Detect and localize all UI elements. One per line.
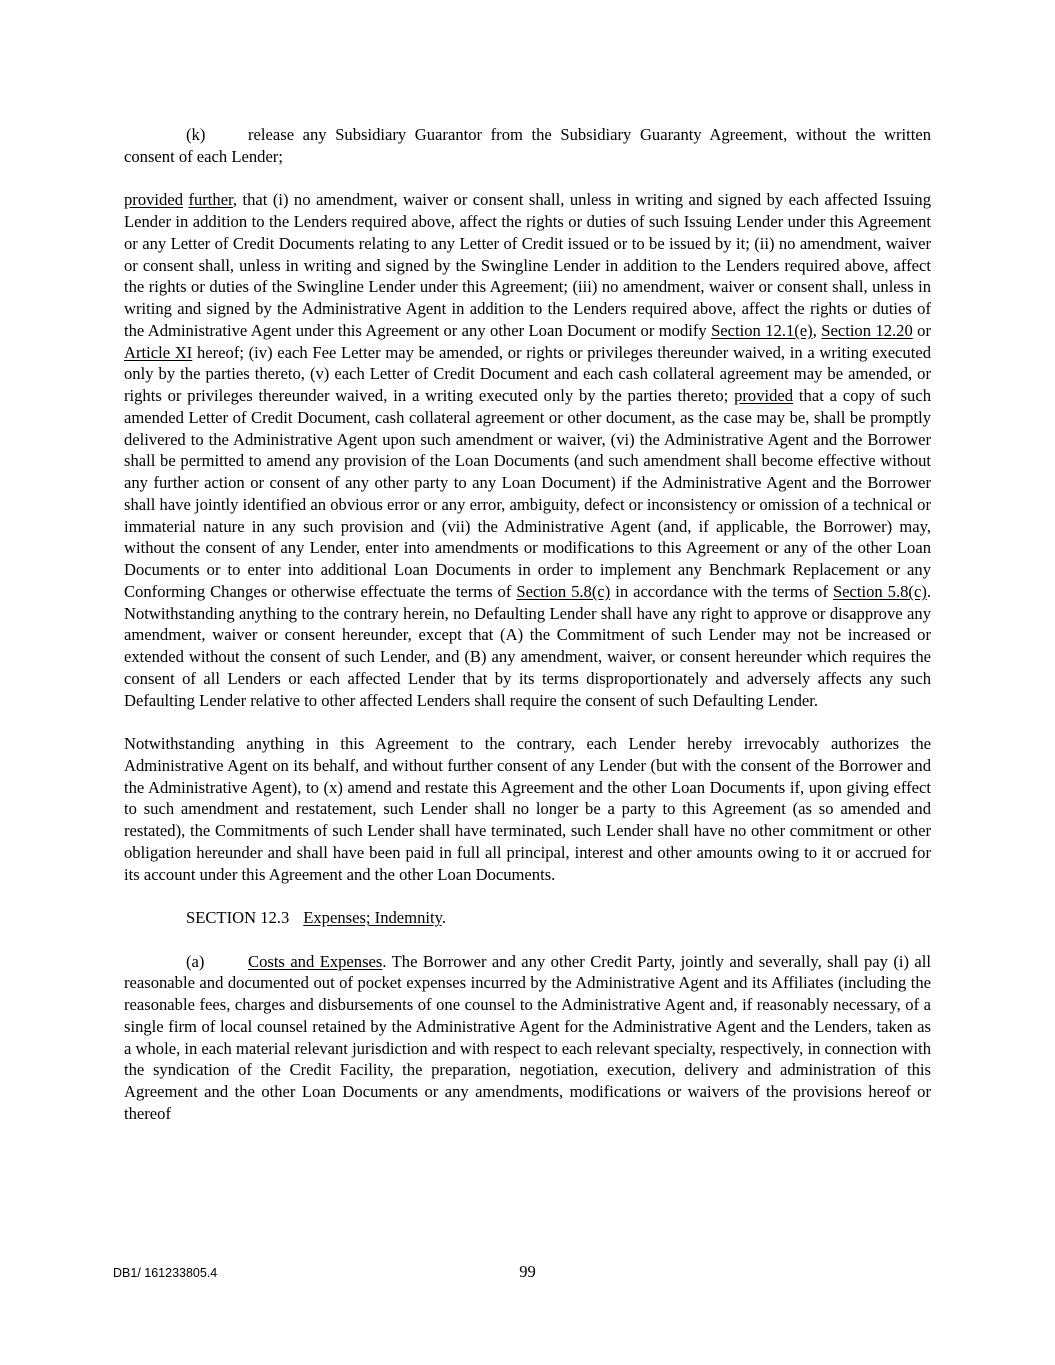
section-12-1e-ref: Section 12.1(e): [711, 320, 813, 340]
proviso-text-1: , that (i) no amendment, waiver or consent shall, unless in writing and signed by each affected Issuing Lender in addition to the Lenders required above, affect the rights or duties of such Issuing Lender under this Agreement or any Letter of Credit Documents relating to any Letter of Credit issued or to be issued by it; (ii) no amendment, waiver or consent shall, unless in writing and signed by the Swingline Lender in addition to the Lenders required above, affect the rights or duties of the Swingline Lender under this Agreement; (iii) no amendment, waiver or consent shall, unless in writing and signed by the Administrative Agent in addition to the Lenders required above, affect the rights or duties of the Administrative Agent under this Agreement or any other Loan Document or modify: [124, 190, 931, 340]
clause-a-label: (a): [186, 951, 205, 971]
section-number: SECTION 12.3: [186, 908, 290, 927]
section-12-20-ref: Section 12.20: [821, 320, 913, 340]
clause-a-paragraph: [124, 951, 931, 1125]
section-heading: [124, 907, 931, 929]
proviso-paragraph: [124, 189, 931, 711]
proviso-text-3: or: [912, 320, 931, 340]
provided-term: provided: [124, 190, 183, 210]
section-5-8c-ref-1: Section 5.8(c): [516, 581, 611, 601]
clause-a-text: . The Borrower and any other Credit Party, jointly and severally, shall pay (i) all reasonable and documented out of pocket expenses incurred by the Administrative Agent and its Affiliates (including the reasonable fees, charges and disbursements of one counsel to the Administrative Agent and, if reasonably necessary, of a single firm of local counsel retained by the Administrative Agent for the Administrative Agent and the Lenders, taken as a whole, in each material relevant jurisdiction and with respect to each relevant specialty, respectively, in connection with the syndication of the Credit Facility, the preparation, negotiation, execution, delivery and administration of this Agreement and the other Loan Documents or any amendments, modifications or waivers of the provisions hereof or thereof: [124, 951, 932, 1123]
clause-k-label: (k): [186, 125, 206, 144]
clause-a-heading: Costs and Expenses: [248, 951, 383, 971]
section-5-8c-ref-2: Section 5.8(c): [832, 581, 927, 601]
clause-k-text: release any Subsidiary Guarantor from the Subsidiary Guaranty Agreement, without the written consent of each Lender;: [124, 125, 931, 166]
article-xi-ref: Article XI: [124, 342, 193, 362]
proviso-text-4: hereof; (iv) each Fee Letter may be amended, or rights or privileges thereunder waived, in a writing executed only by the parties thereto, (v) each Letter of Credit Document and each cash collateral agreement may be amended, or rights or privileges thereunder waived, in a writing executed only by the parties thereto;: [124, 342, 931, 405]
proviso-text-2: ,: [812, 320, 822, 340]
footer-page-number: 99: [519, 1262, 536, 1281]
further-term: further: [188, 190, 233, 210]
document-page: [124, 124, 931, 1125]
notwithstanding-paragraph: Notwithstanding anything in this Agreement to the contrary, each Lender hereby irrevocably authorizes the Administrative Agent on its behalf, and without further consent of any Lender (but with the consent of the Borrower and the Administrative Agent), to (x) amend and restate this Agreement and the other Loan Documents if, upon giving effect to such amendment and restatement, such Lender shall no longer be a party to this Agreement (as so amended and restated), the Commitments of such Lender shall have terminated, such Lender shall have no other commitment or other obligation hereunder and shall have been paid in full all principal, interest and other amounts owing to it or accrued for its account under this Agreement and the other Loan Documents.: [124, 734, 931, 884]
proviso-text-5: that a copy of such amended Letter of Credit Document, cash collateral agreement or other document, as the case may be, shall be promptly delivered to the Administrative Agent upon such amendment or waiver, (vi) the Administrative Agent and the Borrower shall be permitted to amend any provision of the Loan Documents (and such amendment shall become effective without any further action or consent of any other party to any Loan Document) if the Administrative Agent and the Borrower shall have jointly identified an obvious error or any error, ambiguity, defect or inconsistency or omission of a technical or immaterial nature in any such provision and (vii) the Administrative Agent (and, if applicable, the Borrower) may, without the consent of any Lender, enter into amendments or modifications to this Agreement or any of the other Loan Documents or to enter into additional Loan Documents in order to implement any Benchmark Replacement or any Conforming Changes or otherwise effectuate the terms of: [124, 386, 931, 601]
clause-k-paragraph: [124, 124, 931, 168]
footer-document-id: DB1/ 161233805.4: [113, 1266, 218, 1280]
provided-term-2: provided: [734, 386, 794, 405]
section-period: .: [441, 908, 446, 927]
proviso-text-6: in accordance with the terms of: [610, 581, 833, 601]
section-title: Expenses; Indemnity: [303, 908, 442, 927]
proviso-text-7: . Notwithstanding anything to the contrary herein, no Defaulting Lender shall have any right to approve or disapprove any amendment, waiver or consent hereunder, except that (A) the Commitment of such Lender may not be increased or extended without the consent of such Lender, and (B) any amendment, waiver, or consent hereunder which requires the consent of all Lenders or each affected Lender that by its terms disproportionately and adversely affects any such Defaulting Lender relative to other affected Lenders shall require the consent of such Defaulting Lender.: [124, 581, 932, 710]
